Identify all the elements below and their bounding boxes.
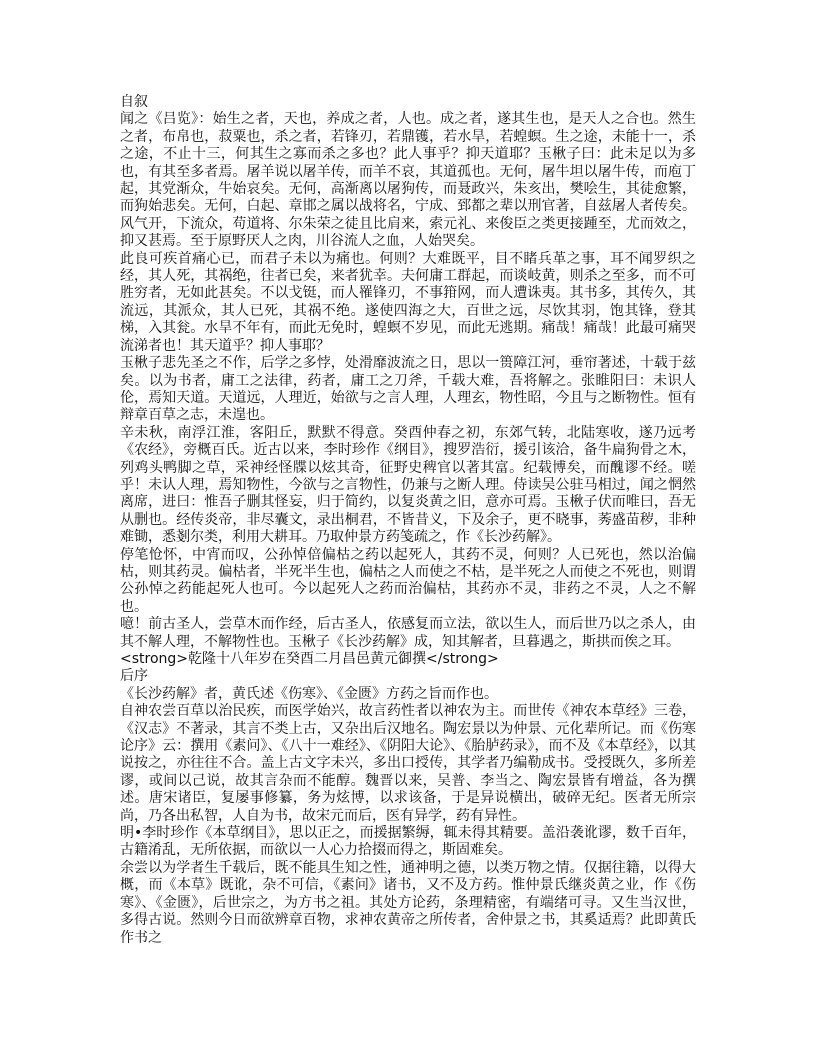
paragraph: 玉楸子悲先圣之不作，后学之多悖，处滑靡波流之日，思以一篑障江河，垂帘著述，十载于兹矣。以为书者，庸工之法律，药者，庸工之刀斧，千载大难，吾将解之。张睢阳曰：未识人伦，焉知天道。天道远，人理近，始欲与之言人理，人理玄，物性昭，今且与之断物性。恒有辩章百草之志，未遑也。 (120, 355, 696, 424)
signature-line: <strong>乾隆十八年岁在癸酉二月昌邑黄元御撰</strong> (120, 651, 499, 667)
paragraph: 噫！前古圣人，尝草木而作经，后古圣人，依感复而立法，欲以生人，而后世乃以之杀人，由其不解人理，不解物性也。玉楸子《长沙药解》成，知其解者，旦暮遇之，斯拱而俟之耳。 (120, 616, 696, 650)
paragraph: 余尝以为学者生千载后，既不能具生知之性，通神明之德，以类万物之情。仅据往籍，以得大概，而《本草》既讹，杂不可信，《素问》诸书，又不及方药。惟仲景氏继炎黄之业，作《伤寒》、《金匮》，后世宗之，为方书之祖。其处方论药，条理精密，有端绪可寻。又生当汉世，多得古说。然则今日而欲辨章百物，求神农黄帝之所传者，舍仲景之书，其奚适焉？此即黄氏作书之 (120, 859, 696, 946)
document-page (120, 94, 696, 947)
paragraph: 停笔怆怀，中宵而叹，公孙悼倍偏枯之药以起死人，其药不灵，何则？人已死也，然以治偏枯，则其药灵。偏枯者，半死半生也，偏枯之人而使之不枯，是半死之人而使之不死也，则谓公孙悼之药能起死人也可。今以起死人之药而治偏枯，其药亦不灵，非药之不灵，人之不解也。 (120, 546, 696, 615)
paragraph: 《长沙药解》者，黄氏述《伤寒》、《金匮》方药之旨而作也。 (120, 685, 498, 702)
paragraph: 辛未秋，南浮江淮，客阳丘，默默不得意。癸酉仲春之初，东郊气转，北陆寒收，遂乃远考《农经》，旁概百氏。近古以来，李时珍作《纲目》，搜罗浩衍，援引该洽，备牛扁狗骨之木，列鸡头鸭脚之草，采神经怪牒以炫其奇，征野史稗官以著其富。纪载博矣，而醜谬不经。嗟乎！未认人理，焉知物性，今欲与之言物性，仍兼与之断人理。侍读吴公驻马相过，闻之惘然离席，进曰：惟吾子删其怪妄，归于简约，以复炎黄之旧，意亦可焉。玉楸子伏而唯曰，吾无从删也。经传炎帝，非尽囊文，录出桐君，不皆昔义，下及余子，更不晓事，莠盛苗秽，非种难锄，悉剗尔类，利用大耕耳。乃取仲景方药笺疏之，作《长沙药解》。 (120, 424, 696, 546)
paragraph: 闻之《吕览》：始生之者，天也，养成之者，人也。成之者，遂其生也，是天人之合也。然生之者，布帛也，菽粟也，杀之者，若锋刃，若鼎镬，若水旱，若蝗螟。生之途，未能十一，杀之途，不止十三，何其生之寡而杀之多也？此人事乎？抑天道耶？玉楸子曰：此未足以为多也，有其至多者焉。屠羊说以屠羊传，而羊不哀，其道孤也。无何，屠牛坦以屠牛传，而庖丁起，其党渐众，牛始哀矣。无何，高渐离以屠狗传，而聂政兴，朱亥出，樊哙生，其徒愈繁，而狗始悲矣。无何，白起、章邯之属以战将名，宁成、郅都之辈以刑官著，自兹屠人者传矣。风气开，下流众，苟道将、尔朱荣之徒且比肩来，索元礼、来俊臣之类更接踵至，尤而效之，抑又甚焉。至于原野厌人之肉，川谷流人之血，人始哭矣。 (120, 111, 696, 250)
paragraph: 明•李时珍作《本草纲目》，思以正之，而援据繁缛，辄未得其精要。盖沿袭讹谬，数千百年，古籍淆乱，无所依据，而欲以一人心力拾掇而得之，斯固难矣。 (120, 825, 696, 859)
section-title: 后序 (120, 668, 148, 685)
section-title: 自叙 (120, 94, 148, 110)
paragraph: 自神农尝百草以治民疾，而医学始兴，故言药性者以神农为主。而世传《神农本草经》三卷，《汉志》不著录，其言不类上古，又杂出后汉地名。陶宏景以为仲景、元化辈所记。而《伤寒论序》云：撰用《素问》、《八十一难经》、《阴阳大论》、《胎胪药录》，而不及《本草经》，以其说按之，亦往往不合。盖上古文字未兴，多出口授传，其学者乃编勒成书。受授既久，多所差谬，或间以己说，故其言杂而不能醇。魏晋以来，吴普、李当之、陶宏景皆有增益，各为撰述。唐宋诸臣，复屡事修纂，务为炫博，以求该备，于是异说横出，破碎无纪。医者无所宗尚，乃各出私智，人自为书，故宋元而后，医有异学，药有异性。 (120, 703, 696, 824)
paragraph: 此良可疾首痛心已，而君子未以为痛也。何则？大难既平，目不睹兵革之事，耳不闻罗织之经，其人死，其祸绝，往者已矣，来者犹幸。夫何庸工群起，而谈岐黄，则杀之至多，而不可胜穷者，无如此甚矣。不以戈铤，而人罹锋刃，不事箝网，而人遭诛夷。其书多，其传久，其流远，其派众，其人已死，其祸不绝。遂使四海之大，百世之远，尽饮其羽，饱其锋，登其梯，入其瓮。水旱不年有，而此无免时，蝗螟不岁见，而此无逃期。痛哉！痛哉！此最可痛哭流涕者也！其天道乎？抑人事耶？ (120, 250, 696, 354)
